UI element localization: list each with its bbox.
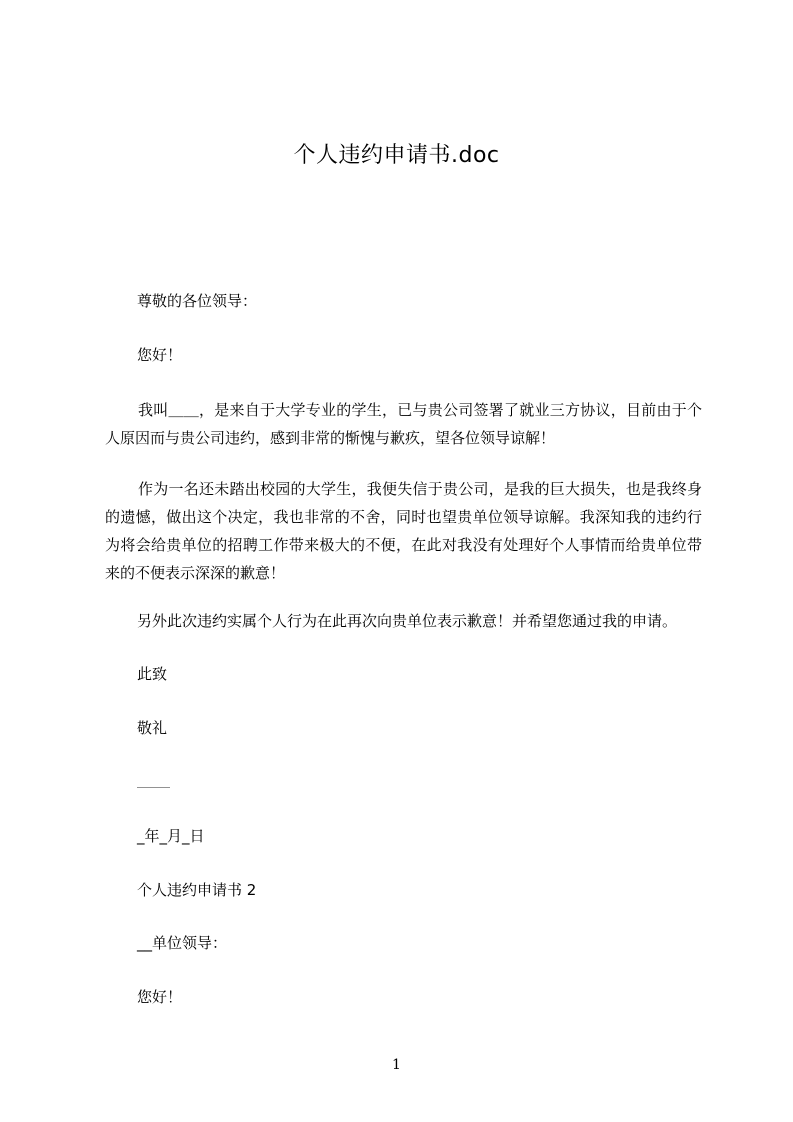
- paragraph-2: 作为一名还未踏出校园的大学生，我便失信于贵公司，是我的巨大损失，也是我终身的遗憾，做出这个决定，我也非常的不舍，同时也望贵单位领导谅解。我深知我的违约行为将会给贵单位的招聘工作带来极大的不便，在此对我没有处理好个人事情而给贵单位带来的不便表示深深的歉意！: [105, 480, 702, 582]
- salutation: 尊敬的各位领导：: [137, 292, 258, 310]
- paragraph-3: 另外此次违约实属个人行为在此再次向贵单位表示歉意！并希望您通过我的申请。: [137, 612, 678, 630]
- paragraph-1: 我叫＿＿，是来自于大学专业的学生，已与贵公司签署了就业三方协议，目前由于个人原因而与贵公司违约，感到非常的惭愧与歉疚，望各位领导谅解！: [105, 401, 702, 447]
- date-line: _年_月_日: [137, 827, 205, 845]
- closing-line-1: 此致: [137, 665, 168, 683]
- section-2-greeting: 您好！: [137, 988, 183, 1006]
- section-2-title: 个人违约申请书 2: [137, 881, 257, 899]
- greeting: 您好！: [137, 346, 183, 364]
- closing-line-2: 敬礼: [137, 719, 168, 737]
- section-2-salutation: __单位领导：: [137, 934, 228, 952]
- signature-blank: ＿＿＿: [137, 776, 170, 789]
- document-title: 个人违约申请书.doc: [293, 143, 500, 168]
- page-number: 1: [392, 1057, 401, 1073]
